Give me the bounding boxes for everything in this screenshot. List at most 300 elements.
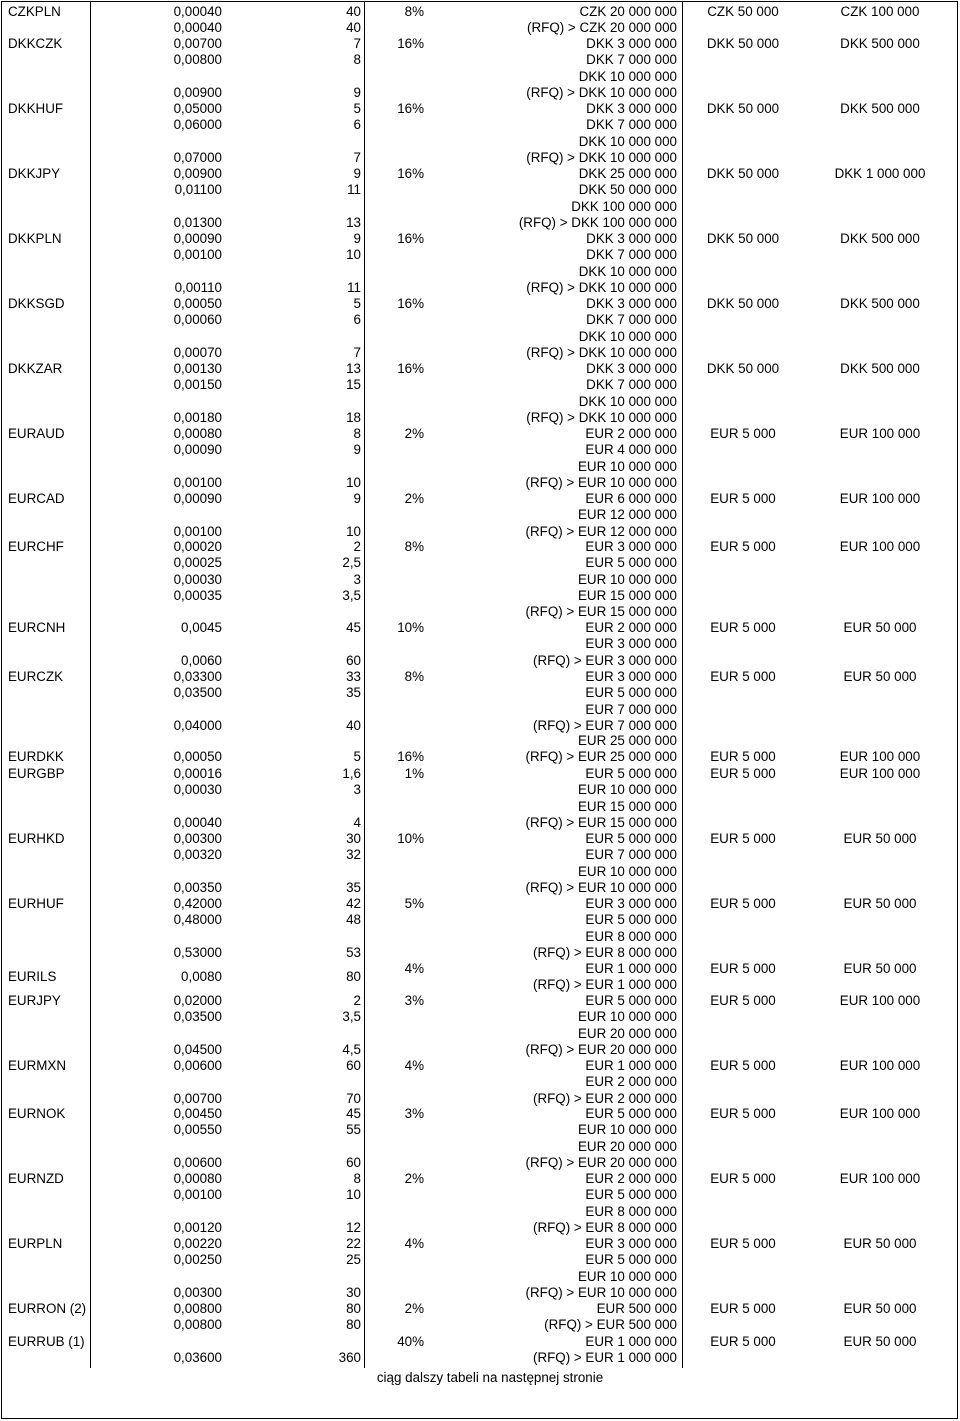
points-value: 13 <box>346 214 361 230</box>
amount-threshold: DKK 100 000 000 <box>571 198 677 214</box>
pip-value: 0,00090 <box>173 442 222 458</box>
pip-value: 0,02000 <box>173 993 222 1008</box>
pip-value: 0,05000 <box>173 101 222 116</box>
pip-value: 0,00150 <box>173 377 222 393</box>
amount-threshold: EUR 7 000 000 <box>585 847 677 863</box>
maximum-amount: DKK 500 000 <box>840 296 920 311</box>
points-value: 40 <box>346 20 361 36</box>
amount-threshold: EUR 1 000 000 <box>585 1058 677 1073</box>
minimum-amount: DKK 50 000 <box>706 101 780 116</box>
amount-threshold: EUR 5 000 000 <box>585 1106 677 1121</box>
column-divider-2 <box>364 1 365 1368</box>
points-value: 5 <box>353 101 361 116</box>
minimum-amount: DKK 50 000 <box>706 36 780 51</box>
points-value: 42 <box>346 896 361 911</box>
amount-threshold: EUR 12 000 000 <box>577 507 677 523</box>
points-value: 33 <box>346 669 361 684</box>
pip-value: 0,01100 <box>174 182 222 198</box>
minimum-amount: DKK 50 000 <box>706 166 780 181</box>
pip-value: 0,0060 <box>181 652 222 668</box>
points-value: 9 <box>353 231 361 246</box>
points-value: 60 <box>346 652 361 668</box>
amount-threshold: DKK 3 000 000 <box>586 231 677 246</box>
amount-threshold: (RFQ) > EUR 1 000 000 <box>532 977 677 993</box>
percent-value: 4% <box>404 961 424 976</box>
currency-pair: DKKHUF <box>8 101 64 116</box>
percent-value: 16% <box>397 231 424 246</box>
column-divider-1 <box>90 1 91 1368</box>
percent-value: 3% <box>404 1106 424 1121</box>
pip-value: 0,00060 <box>173 312 222 328</box>
maximum-amount: EUR 50 000 <box>843 1301 917 1316</box>
pip-value: 0,00800 <box>173 52 222 68</box>
amount-threshold: EUR 10 000 000 <box>577 782 677 798</box>
amount-threshold: (RFQ) > EUR 500 000 <box>544 1317 677 1333</box>
points-value: 40 <box>346 4 361 19</box>
pip-value: 0,06000 <box>173 117 222 133</box>
currency-pair: EURJPY <box>8 993 61 1008</box>
pip-value: 0,00800 <box>173 1317 222 1333</box>
amount-threshold: EUR 15 000 000 <box>577 798 677 814</box>
pip-value: 0,00030 <box>173 571 222 587</box>
amount-threshold: DKK 3 000 000 <box>586 361 677 376</box>
amount-threshold: EUR 10 000 000 <box>577 458 677 474</box>
percent-value: 2% <box>404 1171 424 1186</box>
amount-threshold: EUR 3 000 000 <box>585 636 677 652</box>
points-value: 30 <box>346 1284 361 1300</box>
amount-threshold: (RFQ) > EUR 2 000 000 <box>532 1090 677 1106</box>
amount-threshold: (RFQ) > DKK 100 000 000 <box>518 214 677 230</box>
amount-threshold: (RFQ) > DKK 10 000 000 <box>526 84 677 100</box>
amount-threshold: EUR 5 000 000 <box>585 1187 677 1203</box>
pip-value: 0,00110 <box>174 279 222 295</box>
amount-threshold: DKK 10 000 000 <box>578 263 677 279</box>
pip-value: 0,00450 <box>173 1106 222 1121</box>
minimum-amount: EUR 5 000 <box>710 669 776 684</box>
currency-pair: EURMXN <box>8 1058 67 1073</box>
pip-value: 0,00350 <box>173 879 222 895</box>
maximum-amount: EUR 50 000 <box>843 896 917 911</box>
continuation-note: ciąg dalszy tabeli na następnej stronie <box>376 1370 604 1385</box>
points-value: 10 <box>346 474 361 490</box>
currency-pair: EURAUD <box>8 426 65 441</box>
amount-threshold: (RFQ) > DKK 10 000 000 <box>526 279 677 295</box>
points-value: 11 <box>347 182 361 198</box>
amount-threshold: EUR 1 000 000 <box>585 961 677 976</box>
maximum-amount: EUR 50 000 <box>843 961 917 976</box>
currency-pair: EURHUF <box>8 896 64 911</box>
maximum-amount: DKK 1 000 000 <box>834 166 926 181</box>
currency-pair: CZKPLN <box>8 4 61 19</box>
maximum-amount: EUR 100 000 <box>839 1058 921 1073</box>
pip-value: 0,00700 <box>173 36 222 51</box>
pip-value: 0,00030 <box>173 782 222 798</box>
points-value: 360 <box>338 1350 361 1366</box>
pip-value: 0,00600 <box>173 1154 222 1170</box>
percent-value: 16% <box>397 749 424 764</box>
amount-threshold: (RFQ) > EUR 20 000 000 <box>525 1154 677 1170</box>
amount-threshold: EUR 5 000 000 <box>585 766 677 781</box>
pip-value: 0,00100 <box>173 247 222 263</box>
pip-value: 0,04500 <box>173 1041 222 1057</box>
amount-threshold: (RFQ) > EUR 8 000 000 <box>532 944 677 960</box>
pip-value: 0,00130 <box>173 361 222 376</box>
points-value: 9 <box>353 442 361 458</box>
amount-threshold: (RFQ) > EUR 25 000 000 <box>525 749 677 764</box>
currency-pair: EURDKK <box>8 749 64 764</box>
pip-value: 0,00900 <box>173 166 222 181</box>
amount-threshold: (RFQ) > EUR 15 000 000 <box>525 604 677 620</box>
pip-value: 0,00300 <box>173 1284 222 1300</box>
maximum-amount: CZK 100 000 <box>840 4 920 19</box>
pip-value: 0,00035 <box>173 587 222 603</box>
percent-value: 4% <box>404 1058 424 1073</box>
amount-threshold: EUR 6 000 000 <box>585 491 677 506</box>
minimum-amount: DKK 50 000 <box>706 296 780 311</box>
pip-value: 0,00550 <box>173 1122 222 1138</box>
maximum-amount: DKK 500 000 <box>840 101 920 116</box>
amount-threshold: (RFQ) > EUR 12 000 000 <box>525 523 677 539</box>
minimum-amount: EUR 5 000 <box>710 896 776 911</box>
points-value: 55 <box>346 1122 361 1138</box>
percent-value: 16% <box>397 361 424 376</box>
points-value: 7 <box>353 344 361 360</box>
amount-threshold: DKK 7 000 000 <box>586 377 677 393</box>
points-value: 7 <box>353 149 361 165</box>
minimum-amount: EUR 5 000 <box>710 539 776 554</box>
amount-threshold: DKK 50 000 000 <box>578 182 677 198</box>
pip-value: 0,03600 <box>173 1350 222 1366</box>
points-value: 70 <box>346 1090 361 1106</box>
amount-threshold: EUR 25 000 000 <box>577 732 677 748</box>
amount-threshold: EUR 5 000 000 <box>585 555 677 571</box>
points-value: 6 <box>353 117 361 133</box>
pip-value: 0,03500 <box>173 685 222 701</box>
amount-threshold: (RFQ) > EUR 3 000 000 <box>532 652 677 668</box>
maximum-amount: DKK 500 000 <box>840 231 920 246</box>
pip-value: 0,04000 <box>173 717 222 733</box>
currency-pair: EURRON (2) <box>8 1301 87 1316</box>
maximum-amount: EUR 50 000 <box>843 669 917 684</box>
amount-threshold: EUR 5 000 000 <box>585 831 677 846</box>
points-value: 9 <box>353 166 361 181</box>
minimum-amount: DKK 50 000 <box>706 361 780 376</box>
pip-value: 0,00250 <box>173 1252 222 1268</box>
amount-threshold: EUR 8 000 000 <box>585 1203 677 1219</box>
minimum-amount: EUR 5 000 <box>710 993 776 1008</box>
points-value: 15 <box>346 377 361 393</box>
maximum-amount: EUR 100 000 <box>839 1106 921 1121</box>
points-value: 4,5 <box>342 1041 361 1057</box>
amount-threshold: EUR 10 000 000 <box>577 1268 677 1284</box>
points-value: 4 <box>353 814 361 830</box>
amount-threshold: (RFQ) > EUR 10 000 000 <box>525 474 677 490</box>
currency-pair: EURCAD <box>8 491 65 506</box>
amount-threshold: EUR 5 000 000 <box>585 685 677 701</box>
maximum-amount: EUR 50 000 <box>843 1334 917 1349</box>
currency-pair: EURGBP <box>8 766 65 781</box>
amount-threshold: CZK 20 000 000 <box>579 4 677 19</box>
currency-pair: EURCNH <box>8 620 66 635</box>
amount-threshold: (RFQ) > EUR 10 000 000 <box>525 879 677 895</box>
points-value: 7 <box>353 36 361 51</box>
currency-pair: DKKJPY <box>8 166 61 181</box>
points-value: 10 <box>346 1187 361 1203</box>
pip-value: 0,00040 <box>173 4 222 19</box>
points-value: 2 <box>353 993 361 1008</box>
points-value: 45 <box>346 1106 361 1121</box>
currency-pair: DKKPLN <box>8 231 62 246</box>
maximum-amount: EUR 50 000 <box>843 1236 917 1251</box>
points-value: 3,5 <box>342 587 361 603</box>
maximum-amount: EUR 100 000 <box>839 491 921 506</box>
minimum-amount: EUR 5 000 <box>710 766 776 781</box>
percent-value: 10% <box>397 831 424 846</box>
points-value: 18 <box>346 409 361 425</box>
amount-threshold: EUR 2 000 000 <box>585 1171 677 1186</box>
currency-pair: EURILS <box>8 969 57 984</box>
currency-pair: EURRUB (1) <box>8 1334 85 1349</box>
points-value: 48 <box>346 912 361 928</box>
minimum-amount: CZK 50 000 <box>707 4 779 19</box>
amount-threshold: EUR 10 000 000 <box>577 1122 677 1138</box>
column-divider-3 <box>682 1 683 1368</box>
points-value: 80 <box>346 1317 361 1333</box>
amount-threshold: (RFQ) > EUR 10 000 000 <box>525 1284 677 1300</box>
pip-value: 0,00100 <box>173 523 222 539</box>
amount-threshold: (RFQ) > DKK 10 000 000 <box>526 149 677 165</box>
amount-threshold: DKK 25 000 000 <box>578 166 677 181</box>
points-value: 35 <box>346 879 361 895</box>
points-value: 9 <box>353 84 361 100</box>
pip-value: 0,00300 <box>173 831 222 846</box>
points-value: 5 <box>353 296 361 311</box>
amount-threshold: DKK 10 000 000 <box>578 68 677 84</box>
amount-threshold: (RFQ) > CZK 20 000 000 <box>527 20 677 36</box>
percent-value: 8% <box>404 539 424 554</box>
amount-threshold: EUR 10 000 000 <box>577 863 677 879</box>
amount-threshold: DKK 7 000 000 <box>586 312 677 328</box>
maximum-amount: EUR 100 000 <box>839 1171 921 1186</box>
points-value: 25 <box>346 1252 361 1268</box>
amount-threshold: EUR 2 000 000 <box>585 620 677 635</box>
maximum-amount: EUR 100 000 <box>839 539 921 554</box>
percent-value: 8% <box>404 669 424 684</box>
points-value: 9 <box>353 491 361 506</box>
minimum-amount: EUR 5 000 <box>710 620 776 635</box>
points-value: 40 <box>346 717 361 733</box>
pip-value: 0,00120 <box>173 1219 222 1235</box>
maximum-amount: DKK 500 000 <box>840 361 920 376</box>
points-value: 5 <box>353 749 361 764</box>
amount-threshold: EUR 2 000 000 <box>585 1074 677 1090</box>
minimum-amount: EUR 5 000 <box>710 1301 776 1316</box>
pip-value: 0,48000 <box>173 912 222 928</box>
minimum-amount: EUR 5 000 <box>710 1171 776 1186</box>
points-value: 10 <box>346 523 361 539</box>
points-value: 2,5 <box>342 555 361 571</box>
minimum-amount: EUR 5 000 <box>710 491 776 506</box>
amount-threshold: EUR 8 000 000 <box>585 928 677 944</box>
amount-threshold: EUR 3 000 000 <box>585 669 677 684</box>
pip-value: 0,00900 <box>173 84 222 100</box>
points-value: 8 <box>353 52 361 68</box>
amount-threshold: EUR 1 000 000 <box>585 1334 677 1349</box>
points-value: 3,5 <box>342 1009 361 1025</box>
points-value: 60 <box>346 1058 361 1073</box>
points-value: 32 <box>346 847 361 863</box>
currency-pair: DKKCZK <box>8 36 63 51</box>
maximum-amount: EUR 100 000 <box>839 749 921 764</box>
pip-value: 0,01300 <box>173 214 222 230</box>
amount-threshold: (RFQ) > EUR 15 000 000 <box>525 814 677 830</box>
percent-value: 3% <box>404 993 424 1008</box>
pip-value: 0,00700 <box>173 1090 222 1106</box>
pip-value: 0,00220 <box>173 1236 222 1251</box>
pip-value: 0,00090 <box>173 231 222 246</box>
pip-value: 0,00080 <box>173 426 222 441</box>
amount-threshold: EUR 5 000 000 <box>585 993 677 1008</box>
points-value: 3 <box>353 782 361 798</box>
maximum-amount: EUR 100 000 <box>839 766 921 781</box>
amount-threshold: EUR 15 000 000 <box>577 587 677 603</box>
amount-threshold: EUR 3 000 000 <box>585 539 677 554</box>
minimum-amount: EUR 5 000 <box>710 1334 776 1349</box>
pip-value: 0,00080 <box>173 1171 222 1186</box>
currency-pair: EURNZD <box>8 1171 64 1186</box>
points-value: 2 <box>353 539 361 554</box>
points-value: 22 <box>346 1236 361 1251</box>
pip-value: 0,42000 <box>173 896 222 911</box>
maximum-amount: EUR 50 000 <box>843 620 917 635</box>
pip-value: 0,0080 <box>181 969 222 984</box>
maximum-amount: DKK 500 000 <box>840 36 920 51</box>
pip-value: 0,00600 <box>173 1058 222 1073</box>
amount-threshold: DKK 3 000 000 <box>586 36 677 51</box>
pip-value: 0,00100 <box>173 1187 222 1203</box>
amount-threshold: (RFQ) > EUR 8 000 000 <box>532 1219 677 1235</box>
minimum-amount: EUR 5 000 <box>710 1236 776 1251</box>
maximum-amount: EUR 100 000 <box>839 426 921 441</box>
minimum-amount: EUR 5 000 <box>710 831 776 846</box>
currency-pair: EURCZK <box>8 669 64 684</box>
currency-pair: EURNOK <box>8 1106 66 1121</box>
points-value: 80 <box>346 969 361 984</box>
points-value: 30 <box>346 831 361 846</box>
points-value: 12 <box>346 1219 361 1235</box>
maximum-amount: EUR 100 000 <box>839 993 921 1008</box>
points-value: 35 <box>346 685 361 701</box>
points-value: 60 <box>346 1154 361 1170</box>
amount-threshold: DKK 3 000 000 <box>586 101 677 116</box>
amount-threshold: (RFQ) > DKK 10 000 000 <box>526 409 677 425</box>
minimum-amount: EUR 5 000 <box>710 1058 776 1073</box>
amount-threshold: DKK 7 000 000 <box>586 247 677 263</box>
points-value: 13 <box>346 361 361 376</box>
currency-pair: EURPLN <box>8 1236 63 1251</box>
percent-value: 5% <box>404 896 424 911</box>
points-value: 8 <box>353 1171 361 1186</box>
amount-threshold: DKK 10 000 000 <box>578 133 677 149</box>
percent-value: 2% <box>404 1301 424 1316</box>
pip-value: 0,03500 <box>173 1009 222 1025</box>
pip-value: 0,00016 <box>173 766 222 781</box>
amount-threshold: DKK 10 000 000 <box>578 328 677 344</box>
points-value: 11 <box>347 279 361 295</box>
minimum-amount: DKK 50 000 <box>706 231 780 246</box>
amount-threshold: EUR 10 000 000 <box>577 1009 677 1025</box>
percent-value: 40% <box>397 1334 424 1349</box>
points-value: 3 <box>353 571 361 587</box>
points-value: 80 <box>346 1301 361 1316</box>
minimum-amount: EUR 5 000 <box>710 961 776 976</box>
amount-threshold: EUR 2 000 000 <box>585 426 677 441</box>
amount-threshold: DKK 3 000 000 <box>586 296 677 311</box>
amount-threshold: EUR 20 000 000 <box>577 1025 677 1041</box>
amount-threshold: EUR 7 000 000 <box>585 701 677 717</box>
currency-pair: EURCHF <box>8 539 64 554</box>
pip-value: 0,00100 <box>173 474 222 490</box>
amount-threshold: DKK 7 000 000 <box>586 117 677 133</box>
amount-threshold: DKK 7 000 000 <box>586 52 677 68</box>
amount-threshold: EUR 4 000 000 <box>585 442 677 458</box>
amount-threshold: EUR 5 000 000 <box>585 912 677 928</box>
percent-value: 8% <box>404 4 424 19</box>
pip-value: 0,03300 <box>173 669 222 684</box>
pip-value: 0,00025 <box>173 555 222 571</box>
points-value: 45 <box>346 620 361 635</box>
maximum-amount: EUR 50 000 <box>843 831 917 846</box>
pip-value: 0,00180 <box>173 409 222 425</box>
currency-pair: DKKZAR <box>8 361 63 376</box>
amount-threshold: DKK 10 000 000 <box>578 393 677 409</box>
percent-value: 2% <box>404 426 424 441</box>
pip-value: 0,00040 <box>173 814 222 830</box>
amount-threshold: EUR 5 000 000 <box>585 1252 677 1268</box>
percent-value: 16% <box>397 36 424 51</box>
pip-value: 0,00320 <box>173 847 222 863</box>
amount-threshold: EUR 20 000 000 <box>577 1138 677 1154</box>
percent-value: 10% <box>397 620 424 635</box>
percent-value: 2% <box>404 491 424 506</box>
amount-threshold: (RFQ) > EUR 7 000 000 <box>532 717 677 733</box>
pip-value: 0,00800 <box>173 1301 222 1316</box>
percent-value: 16% <box>397 296 424 311</box>
percent-value: 4% <box>404 1236 424 1251</box>
pip-value: 0,00070 <box>173 344 222 360</box>
amount-threshold: EUR 10 000 000 <box>577 571 677 587</box>
currency-pair: EURHKD <box>8 831 65 846</box>
pip-value: 0,00050 <box>173 749 222 764</box>
pip-value: 0,00050 <box>173 296 222 311</box>
minimum-amount: EUR 5 000 <box>710 426 776 441</box>
pip-value: 0,0045 <box>181 620 222 635</box>
amount-threshold: EUR 3 000 000 <box>585 1236 677 1251</box>
pip-value: 0,53000 <box>173 944 222 960</box>
points-value: 53 <box>346 944 361 960</box>
currency-pair: DKKSGD <box>8 296 65 311</box>
amount-threshold: EUR 3 000 000 <box>585 896 677 911</box>
points-value: 10 <box>346 247 361 263</box>
percent-value: 1% <box>404 766 424 781</box>
pip-value: 0,07000 <box>173 149 222 165</box>
amount-threshold: (RFQ) > EUR 20 000 000 <box>525 1041 677 1057</box>
amount-threshold: (RFQ) > EUR 1 000 000 <box>532 1350 677 1366</box>
points-value: 1,6 <box>342 766 361 781</box>
percent-value: 16% <box>397 101 424 116</box>
points-value: 6 <box>353 312 361 328</box>
minimum-amount: EUR 5 000 <box>710 1106 776 1121</box>
